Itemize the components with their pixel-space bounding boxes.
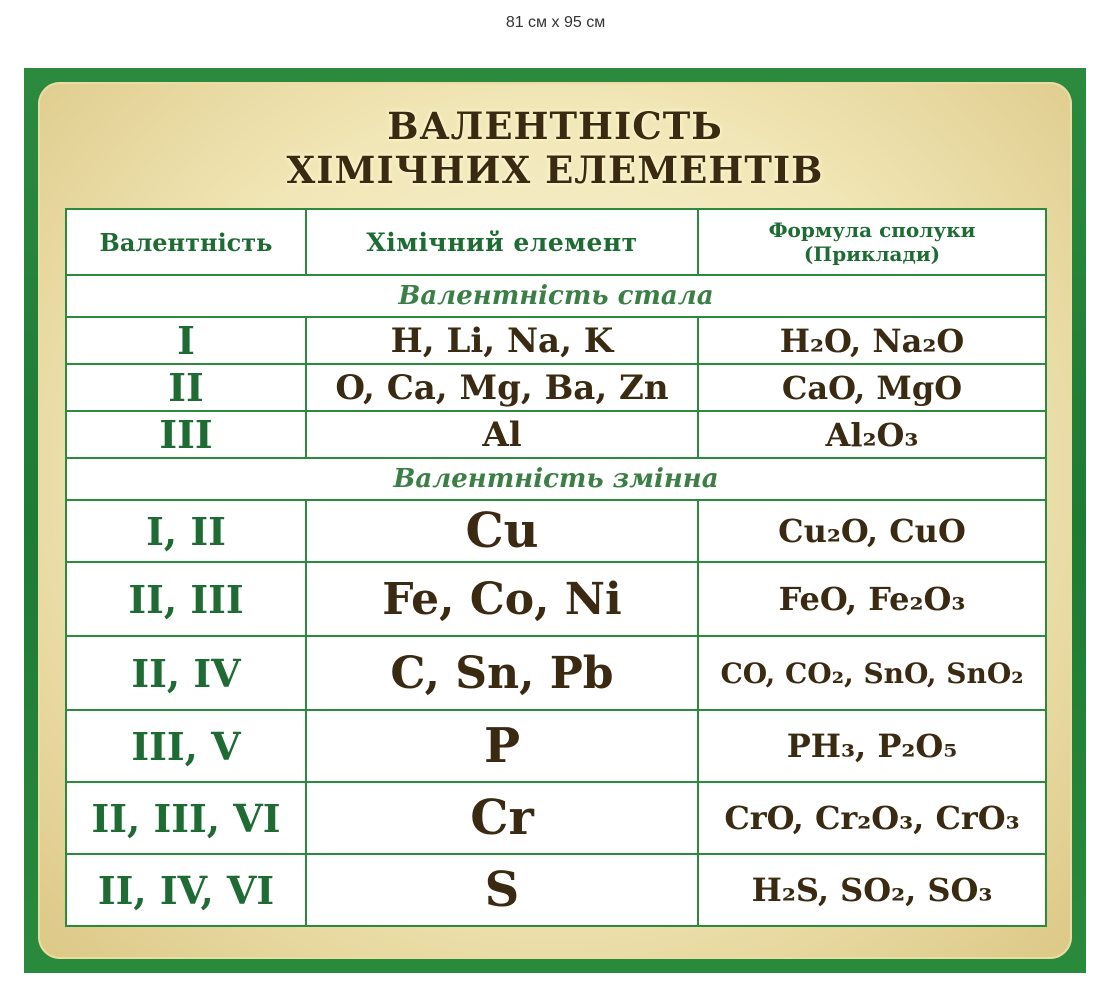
- table-row: [66, 854, 1046, 926]
- element-cell: S: [306, 854, 698, 926]
- table-row: [66, 500, 1046, 562]
- valence-cell: I: [66, 317, 306, 364]
- valence-cell: I, II: [66, 500, 306, 562]
- poster-title: [38, 104, 1072, 192]
- element-cell: O, Ca, Mg, Ba, Zn: [306, 364, 698, 411]
- table-row: [66, 710, 1046, 782]
- element-cell: P: [306, 710, 698, 782]
- table-row: [66, 636, 1046, 710]
- formula-cell: Cu₂O, CuO: [698, 500, 1046, 562]
- title-line-1: ВАЛЕНТНІСТЬ: [387, 104, 723, 148]
- size-label: 81 см x 95 см: [505, 14, 606, 31]
- section-row-constant: [66, 275, 1046, 317]
- valence-table: [65, 208, 1047, 927]
- valence-cell: II, IV, VI: [66, 854, 306, 926]
- formula-cell: Al₂O₃: [698, 411, 1046, 458]
- valence-cell: II, III: [66, 562, 306, 636]
- table-row: [66, 364, 1046, 411]
- element-cell: Cr: [306, 782, 698, 854]
- formula-cell: H₂S, SO₂, SO₃: [698, 854, 1046, 926]
- table-row: [66, 782, 1046, 854]
- formula-cell: H₂O, Na₂O: [698, 317, 1046, 364]
- header-element: Хімічний елемент: [306, 209, 698, 275]
- valence-cell: II: [66, 364, 306, 411]
- section-variable: Валентність змінна: [66, 458, 1046, 500]
- header-formula-line-2: (Приклади): [803, 242, 941, 266]
- header-valence: Валентність: [66, 209, 306, 275]
- header-formula: [698, 209, 1046, 275]
- valence-cell: III, V: [66, 710, 306, 782]
- element-cell: H, Li, Na, K: [306, 317, 698, 364]
- formula-cell: CrO, Cr₂O₃, CrO₃: [698, 782, 1046, 854]
- header-row: [66, 209, 1046, 275]
- table-row: [66, 317, 1046, 364]
- header-formula-line-1: Формула сполуки: [768, 218, 976, 242]
- formula-cell: CO, CO₂, SnO, SnO₂: [698, 636, 1046, 710]
- element-cell: C, Sn, Pb: [306, 636, 698, 710]
- valence-cell: II, III, VI: [66, 782, 306, 854]
- formula-cell: PH₃, P₂O₅: [698, 710, 1046, 782]
- element-cell: Fe, Co, Ni: [306, 562, 698, 636]
- poster: [24, 68, 1086, 973]
- formula-cell: FeO, Fe₂O₃: [698, 562, 1046, 636]
- table-row: [66, 562, 1046, 636]
- section-row-variable: [66, 458, 1046, 500]
- element-cell: Al: [306, 411, 698, 458]
- element-cell: Cu: [306, 500, 698, 562]
- table-row: [66, 411, 1046, 458]
- formula-cell: CaO, MgO: [698, 364, 1046, 411]
- section-constant: Валентність стала: [66, 275, 1046, 317]
- valence-cell: II, IV: [66, 636, 306, 710]
- title-line-2: ХІМІЧНИХ ЕЛЕМЕНТІВ: [286, 148, 824, 192]
- valence-cell: III: [66, 411, 306, 458]
